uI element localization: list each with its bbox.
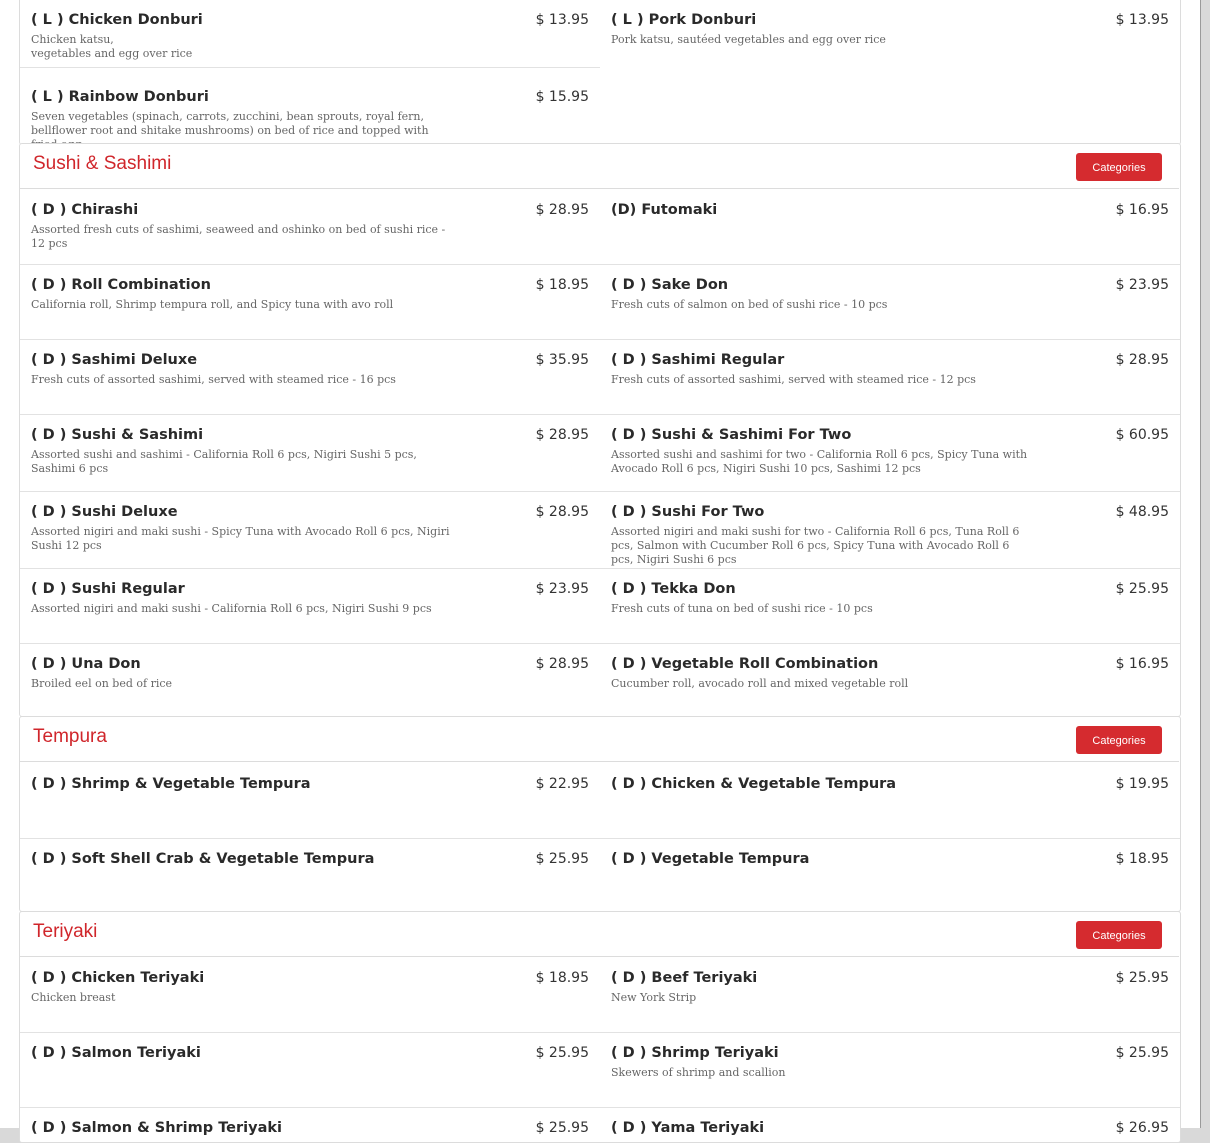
item-price: $ 13.95	[1115, 12, 1169, 28]
menu-item[interactable]	[600, 764, 1180, 797]
item-price: $ 22.95	[535, 776, 589, 792]
item-name: ( D ) Sushi & Sashimi For Two	[611, 427, 852, 443]
item-price: $ 25.95	[535, 1120, 589, 1136]
item-description: Skewers of shrimp and scallion	[611, 1066, 786, 1079]
item-name: ( L ) Rainbow Donburi	[31, 89, 209, 105]
item-description: Pork katsu, sautéed vegetables and egg over rice	[611, 33, 886, 46]
item-description: Cucumber roll, avocado roll and mixed vegetable roll	[611, 677, 909, 690]
item-price: $ 16.95	[1115, 202, 1169, 218]
item-price: $ 28.95	[535, 656, 589, 672]
item-description: Assorted fresh cuts of sashimi, seaweed and oshinko on bed of sushi rice - 12 pcs	[31, 223, 446, 250]
item-price: $ 25.95	[535, 1045, 589, 1061]
item-name: ( D ) Chicken Teriyaki	[31, 970, 205, 986]
item-name: ( D ) Shrimp & Vegetable Tempura	[31, 776, 311, 792]
item-name: ( D ) Tekka Don	[611, 581, 736, 597]
item-description: Fresh cuts of tuna on bed of sushi rice - 10 pcs	[611, 602, 873, 615]
menu-item[interactable]	[600, 492, 1180, 567]
section-title: Tempura	[33, 726, 107, 747]
item-description: Seven vegetables (spinach, carrots, zucchini, bean sprouts, royal fern, bellflower root and shitake mushrooms) on bed of rice and topped with	[31, 110, 429, 137]
item-name: ( D ) Sushi Regular	[31, 581, 185, 597]
item-description: Fresh cuts of assorted sashimi, served with steamed rice - 12 pcs	[611, 373, 976, 386]
section-title: Teriyaki	[33, 921, 98, 942]
item-name: ( D ) Chicken & Vegetable Tempura	[611, 776, 897, 792]
item-name: ( D ) Shrimp Teriyaki	[611, 1045, 779, 1061]
item-name: ( D ) Beef Teriyaki	[611, 970, 758, 986]
item-name: ( L ) Chicken Donburi	[31, 12, 203, 28]
row-divider	[20, 67, 600, 68]
categories-button[interactable]: Categories	[1076, 726, 1162, 754]
item-price: $ 28.95	[1115, 352, 1169, 368]
item-name: ( D ) Sake Don	[611, 277, 729, 293]
menu-item[interactable]	[600, 190, 1180, 223]
menu-item[interactable]	[20, 340, 600, 387]
item-price: $ 28.95	[535, 202, 589, 218]
menu-item[interactable]	[20, 644, 600, 691]
menu-item[interactable]	[600, 340, 1180, 387]
item-description: New York Strip	[611, 991, 697, 1004]
item-description: Broiled eel on bed of rice	[31, 677, 173, 690]
item-price: $ 28.95	[535, 427, 589, 443]
menu-item[interactable]	[600, 958, 1180, 1005]
item-price: $ 35.95	[535, 352, 589, 368]
section-header	[19, 911, 1179, 957]
item-price: $ 25.95	[535, 851, 589, 867]
item-name: ( D ) Salmon & Shrimp Teriyaki	[31, 1120, 282, 1136]
item-name: ( D ) Sashimi Regular	[611, 352, 785, 368]
item-price: $ 18.95	[535, 970, 589, 986]
item-price: $ 15.95	[535, 89, 589, 105]
menu-item[interactable]	[20, 190, 600, 251]
item-price: $ 28.95	[535, 504, 589, 520]
item-name: (D) Futomaki	[611, 202, 718, 218]
menu-item[interactable]	[600, 1108, 1180, 1141]
menu-item[interactable]	[600, 644, 1180, 691]
item-name: ( D ) Una Don	[31, 656, 141, 672]
item-description: Assorted sushi and sashimi for two - California Roll 6 pcs, Spicy Tuna with Avocado Roll 6 pcs, Nigiri Sushi 10 pcs, Sashimi 12 pcs	[611, 448, 1028, 475]
item-price: $ 19.95	[1115, 776, 1169, 792]
item-price: $ 18.95	[1115, 851, 1169, 867]
item-description: Chicken breast	[31, 991, 116, 1004]
item-name: ( D ) Sushi For Two	[611, 504, 765, 520]
item-description: Assorted nigiri and maki sushi - California Roll 6 pcs, Nigiri Sushi 9 pcs	[31, 602, 432, 615]
categories-button[interactable]: Categories	[1076, 921, 1162, 949]
menu-item[interactable]	[20, 764, 600, 797]
menu-item[interactable]	[600, 0, 1180, 47]
menu-item[interactable]	[20, 958, 600, 1005]
item-price: $ 26.95	[1115, 1120, 1169, 1136]
item-name: ( L ) Pork Donburi	[611, 12, 757, 28]
menu-item[interactable]	[20, 77, 600, 152]
item-description: Fresh cuts of assorted sashimi, served with steamed rice - 16 pcs	[31, 373, 396, 386]
item-name: ( D ) Vegetable Roll Combination	[611, 656, 879, 672]
section-title: Sushi & Sashimi	[33, 153, 172, 174]
item-price: $ 60.95	[1115, 427, 1169, 443]
item-name: ( D ) Sashimi Deluxe	[31, 352, 198, 368]
item-price: $ 13.95	[535, 12, 589, 28]
item-price: $ 23.95	[535, 581, 589, 597]
item-price: $ 48.95	[1115, 504, 1169, 520]
item-description: Assorted nigiri and maki sushi - Spicy Tuna with Avocado Roll 6 pcs, Nigiri Sushi 12 pcs	[31, 525, 450, 552]
item-name: ( D ) Sushi & Sashimi	[31, 427, 204, 443]
item-name: ( D ) Salmon Teriyaki	[31, 1045, 201, 1061]
item-description: California roll, Shrimp tempura roll, and Spicy tuna with avo roll	[31, 298, 394, 311]
menu-item[interactable]	[20, 0, 600, 61]
item-name: ( D ) Sushi Deluxe	[31, 504, 178, 520]
item-name: ( D ) Yama Teriyaki	[611, 1120, 765, 1136]
item-price: $ 25.95	[1115, 581, 1169, 597]
item-price: $ 25.95	[1115, 970, 1169, 986]
section-header	[19, 143, 1179, 189]
menu-item[interactable]	[600, 415, 1180, 476]
item-name: ( D ) Roll Combination	[31, 277, 211, 293]
menu-item[interactable]	[600, 265, 1180, 312]
menu-item[interactable]	[20, 569, 600, 616]
item-description: Fresh cuts of salmon on bed of sushi rice - 10 pcs	[611, 298, 888, 311]
categories-button[interactable]: Categories	[1076, 153, 1162, 181]
item-name: ( D ) Soft Shell Crab & Vegetable Tempura	[31, 851, 375, 867]
item-price: $ 25.95	[1115, 1045, 1169, 1061]
menu-item[interactable]	[20, 492, 600, 553]
item-price: $ 16.95	[1115, 656, 1169, 672]
menu-item[interactable]	[20, 265, 600, 312]
menu-item[interactable]	[600, 1033, 1180, 1080]
item-name: ( D ) Vegetable Tempura	[611, 851, 810, 867]
section-header	[19, 716, 1179, 762]
item-description: Assorted sushi and sashimi - California Roll 6 pcs, Nigiri Sushi 5 pcs, Sashimi 6 pcs	[31, 448, 417, 475]
menu-item[interactable]	[600, 839, 1180, 872]
menu-item[interactable]	[20, 1108, 600, 1141]
menu-item[interactable]	[20, 1033, 600, 1066]
item-name: ( D ) Chirashi	[31, 202, 139, 218]
menu-item[interactable]	[20, 415, 600, 476]
item-price: $ 23.95	[1115, 277, 1169, 293]
item-description: Chicken katsu, vegetables and egg over rice	[31, 33, 193, 60]
item-description: Assorted nigiri and maki sushi for two - California Roll 6 pcs, Tuna Roll 6 pcs, Salmon with Cucumber Roll 6 pcs, Spicy Tuna with Avocado Roll 6 pcs, Nigiri Sushi 6 pcs	[611, 525, 1020, 566]
menu-item[interactable]	[600, 569, 1180, 616]
menu-item[interactable]	[20, 839, 600, 872]
item-price: $ 18.95	[535, 277, 589, 293]
